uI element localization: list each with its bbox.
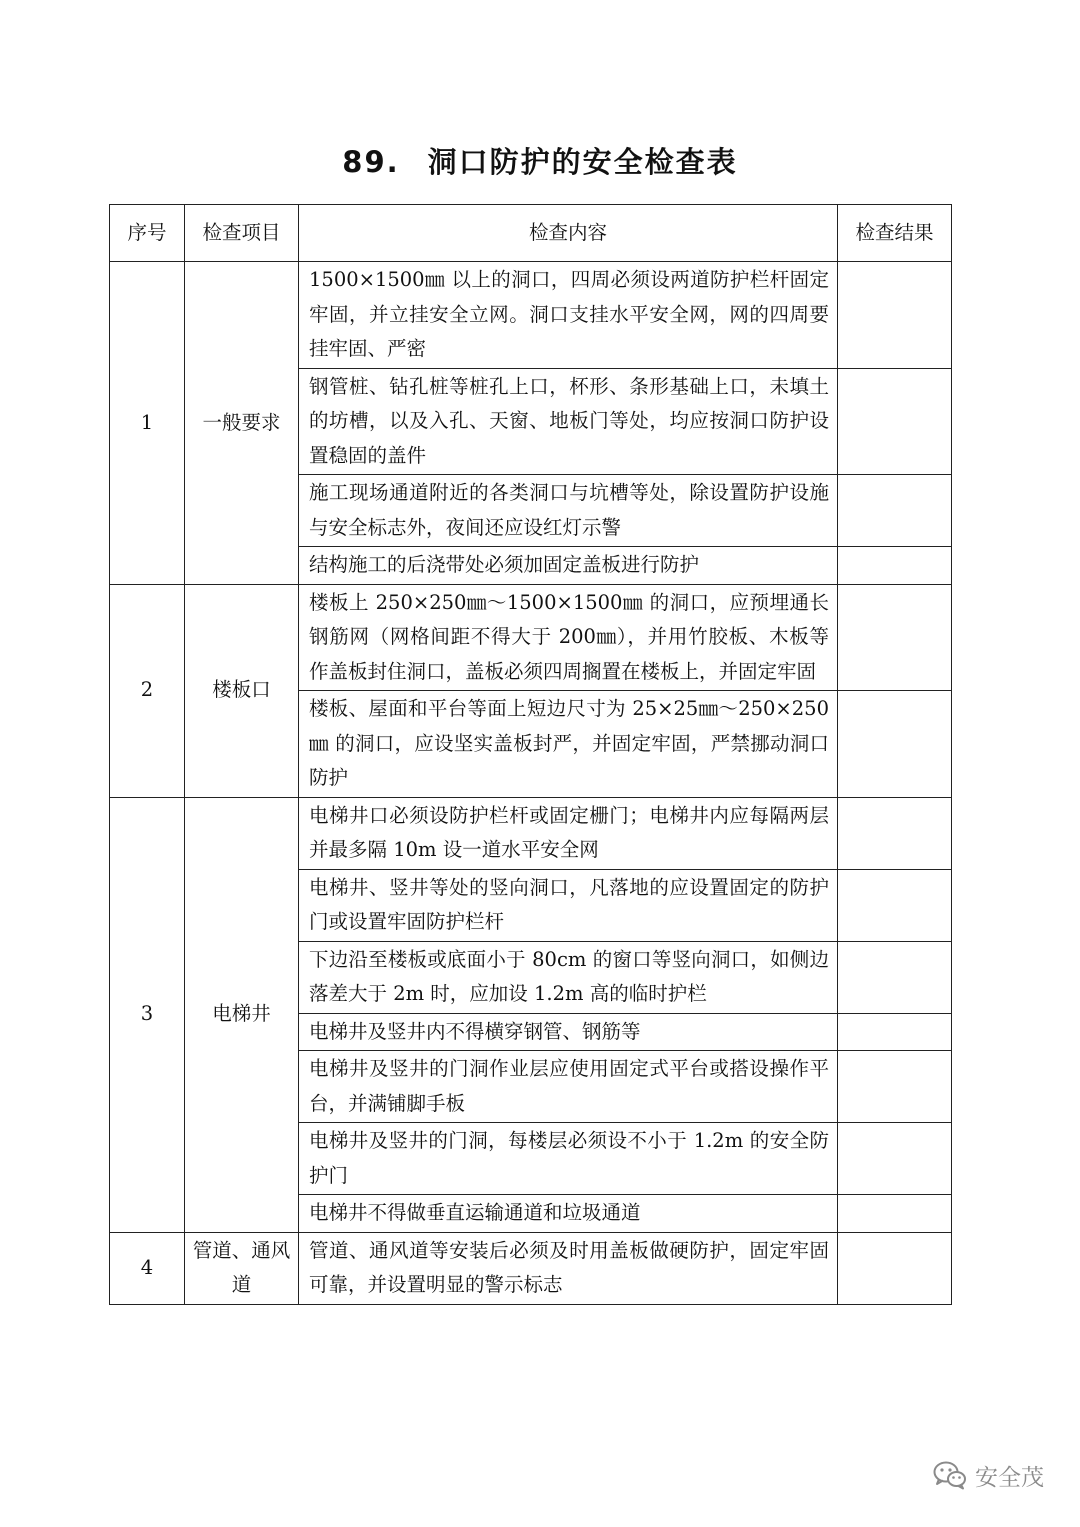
inspection-item: 楼板口: [185, 584, 299, 797]
inspection-content: 楼板上 250×250㎜～1500×1500㎜ 的洞口，应预埋通长钢筋网（网格间距不得大于 200㎜），并用竹胶板、木板等作盖板封住洞口，盖板必须四周搁置在楼板上，并固定牢固: [299, 584, 838, 691]
result-cell: [838, 869, 952, 941]
table-row: [110, 584, 952, 691]
result-cell: [838, 1195, 952, 1233]
inspection-content: 结构施工的后浇带处必须加固定盖板进行防护: [299, 547, 838, 585]
header-item: 检查项目: [185, 205, 299, 262]
result-cell: [838, 941, 952, 1013]
header-index: 序号: [110, 205, 185, 262]
inspection-content: 电梯井不得做垂直运输通道和垃圾通道: [299, 1195, 838, 1233]
result-cell: [838, 475, 952, 547]
inspection-content: 施工现场通道附近的各类洞口与坑槽等处，除设置防护设施与安全标志外，夜间还应设红灯示警: [299, 475, 838, 547]
page-title: [0, 140, 1080, 181]
inspection-content: 管道、通风道等安装后必须及时用盖板做硬防护，固定牢固可靠，并设置明显的警示标志: [299, 1232, 838, 1304]
inspection-item: 电梯井: [185, 797, 299, 1232]
title-number: 89.: [342, 145, 400, 179]
result-cell: [838, 547, 952, 585]
result-cell: [838, 1051, 952, 1123]
result-cell: [838, 797, 952, 869]
inspection-content: 钢管桩、钻孔桩等桩孔上口，杯形、条形基础上口，未填土的坊槽，以及入孔、天窗、地板门等处，均应按洞口防护设置稳固的盖件: [299, 368, 838, 475]
inspection-content: 下边沿至楼板或底面小于 80cm 的窗口等竖向洞口，如侧边落差大于 2m 时，应加设 1.2m 高的临时护栏: [299, 941, 838, 1013]
result-cell: [838, 368, 952, 475]
inspection-content: 1500×1500㎜ 以上的洞口，四周必须设两道防护栏杆固定牢固，并立挂安全立网。洞口支挂水平安全网，网的四周要挂牢固、严密: [299, 262, 838, 369]
title-text: 洞口防护的安全检查表: [427, 145, 738, 179]
table-row: [110, 1232, 952, 1304]
watermark: [933, 1455, 1044, 1495]
table-row: [110, 262, 952, 369]
result-cell: [838, 691, 952, 798]
row-index: 2: [110, 584, 185, 797]
inspection-table: [109, 204, 952, 1305]
inspection-content: 电梯井、竖井等处的竖向洞口，凡落地的应设置固定的防护门或设置牢固防护栏杆: [299, 869, 838, 941]
wechat-icon: [933, 1460, 967, 1490]
header-result: 检查结果: [838, 205, 952, 262]
watermark-text: 安全茂: [975, 1464, 1044, 1491]
inspection-item: 管道、通风道: [185, 1232, 299, 1304]
inspection-content: 楼板、屋面和平台等面上短边尺寸为 25×25㎜～250×250㎜ 的洞口，应设坚实盖板封严，并固定牢固，严禁挪动洞口防护: [299, 691, 838, 798]
result-cell: [838, 1123, 952, 1195]
header-content: 检查内容: [299, 205, 838, 262]
result-cell: [838, 1013, 952, 1051]
inspection-content: 电梯井及竖井的门洞作业层应使用固定式平台或搭设操作平台，并满铺脚手板: [299, 1051, 838, 1123]
result-cell: [838, 584, 952, 691]
inspection-content: 电梯井口必须设防护栏杆或固定栅门；电梯井内应每隔两层并最多隔 10m 设一道水平安全网: [299, 797, 838, 869]
result-cell: [838, 1232, 952, 1304]
row-index: 3: [110, 797, 185, 1232]
row-index: 4: [110, 1232, 185, 1304]
inspection-content: 电梯井及竖井的门洞，每楼层必须设不小于 1.2m 的安全防护门: [299, 1123, 838, 1195]
table-row: [110, 797, 952, 869]
result-cell: [838, 262, 952, 369]
row-index: 1: [110, 262, 185, 585]
table-header-row: [110, 205, 952, 262]
inspection-item: 一般要求: [185, 262, 299, 585]
inspection-content: 电梯井及竖井内不得横穿钢管、钢筋等: [299, 1013, 838, 1051]
